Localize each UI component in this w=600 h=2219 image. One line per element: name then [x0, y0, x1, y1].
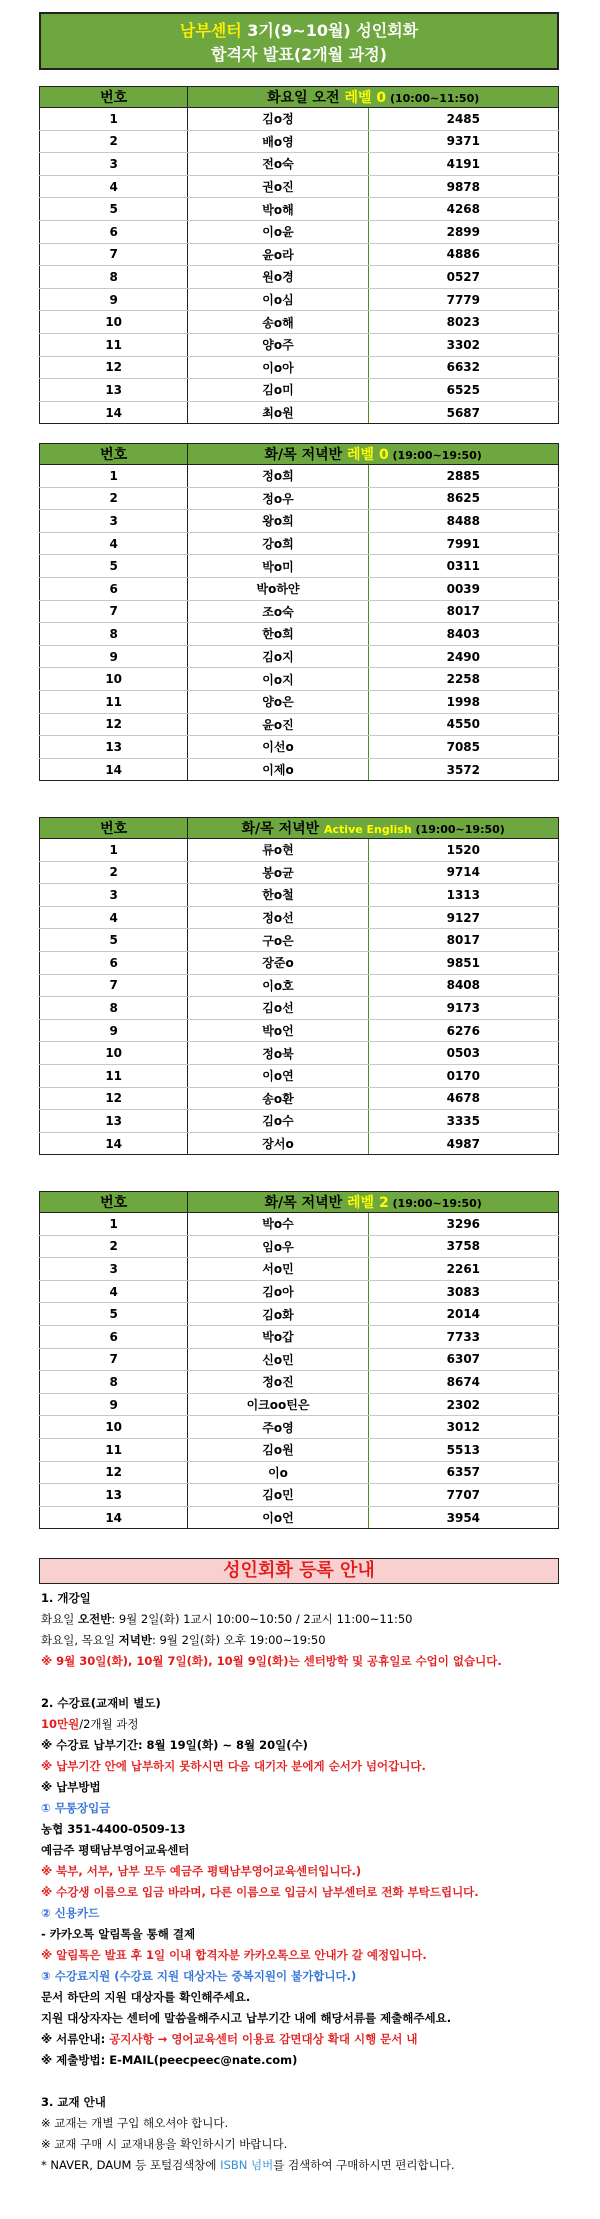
- table-row: [40, 532, 559, 555]
- row-number: 7: [40, 243, 188, 266]
- applicant-name: 강o희: [188, 532, 368, 555]
- applicant-code: 4678: [368, 1087, 558, 1110]
- applicant-name: 송o해: [188, 311, 368, 334]
- applicant-name: 김o수: [188, 1110, 368, 1133]
- row-number: 13: [40, 1110, 188, 1133]
- table-row: [40, 623, 559, 646]
- applicant-name: 김o정: [188, 108, 368, 131]
- applicant-name: 김o민: [188, 1484, 368, 1507]
- applicant-code: 9127: [368, 906, 558, 929]
- table-row: [40, 668, 559, 691]
- applicant-code: 2490: [368, 645, 558, 668]
- table-row: [40, 1087, 559, 1110]
- table-row: [40, 758, 559, 781]
- payment-period: ※ 수강료 납부기간: 8월 19일(화) ~ 8월 20일(수): [41, 1738, 308, 1752]
- table-row: [40, 1258, 559, 1281]
- table-row: [40, 690, 559, 713]
- row-number: 11: [40, 1064, 188, 1087]
- table-row: [40, 379, 559, 402]
- row-number: 8: [40, 1371, 188, 1394]
- applicant-name: 이o심: [188, 288, 368, 311]
- method-bank-transfer: ① 무통장입금: [41, 1801, 111, 1815]
- kakao-notice: ※ 알림톡은 발표 후 1일 이내 합격자분 카카오톡으로 안내가 갈 예정입니다.: [41, 1948, 427, 1962]
- col-header-no: 번호: [40, 1192, 188, 1213]
- applicant-code: 6276: [368, 1019, 558, 1042]
- table-row: [40, 1416, 559, 1439]
- table-row: [40, 356, 559, 379]
- registration-banner: 성인회화 등록 안내: [39, 1558, 559, 1584]
- applicant-code: 2899: [368, 220, 558, 243]
- applicant-name: 김o원: [188, 1438, 368, 1461]
- row-number: 12: [40, 1087, 188, 1110]
- table-row: [40, 175, 559, 198]
- applicant-code: 8403: [368, 623, 558, 646]
- section-title-tuition: 2. 수강료(교재비 별도): [41, 1696, 161, 1710]
- row-number: 10: [40, 311, 188, 334]
- applicant-code: 9173: [368, 997, 558, 1020]
- row-number: 6: [40, 220, 188, 243]
- table-row: [40, 1438, 559, 1461]
- row-number: 12: [40, 713, 188, 736]
- applicant-name: 이제o: [188, 758, 368, 781]
- table-row: [40, 861, 559, 884]
- row-number: 9: [40, 1393, 188, 1416]
- row-number: 11: [40, 333, 188, 356]
- applicant-name: 이o: [188, 1461, 368, 1484]
- row-number: 8: [40, 623, 188, 646]
- row-number: 13: [40, 736, 188, 759]
- applicant-name: 봉o균: [188, 861, 368, 884]
- applicant-name: 이o연: [188, 1064, 368, 1087]
- title-line-1: 남부센터 3기(9~10월) 성인회화: [179, 21, 419, 40]
- support-instructions: 지원 대상자자는 센터에 말씀을해주시고 납부기간 내에 해당서류를 제출해주세요.: [41, 2011, 452, 2025]
- table-row: [40, 1371, 559, 1394]
- applicant-name: 정o북: [188, 1042, 368, 1065]
- row-number: 4: [40, 175, 188, 198]
- applicant-code: 3083: [368, 1280, 558, 1303]
- payment-method-title: ※ 납부방법: [41, 1780, 101, 1794]
- table-row: [40, 600, 559, 623]
- isbn-search-tip: * NAVER, DAUM 등 포털검색창에 ISBN 넘버를 검색하여 구매하시면 편리합니다.: [41, 2158, 455, 2172]
- applicant-code: 2258: [368, 668, 558, 691]
- table-row: [40, 401, 559, 424]
- table-row: [40, 645, 559, 668]
- roster-table-tue-thu-evening-level2: [39, 1191, 559, 1529]
- row-number: 6: [40, 951, 188, 974]
- table-row: [40, 311, 559, 334]
- applicant-code: 2885: [368, 465, 558, 488]
- notice-link[interactable]: 공지사항 → 영어교육센터 이용료 감면대상 확대 시행 문서 내: [109, 2032, 418, 2046]
- row-number: 1: [40, 1213, 188, 1236]
- announcement-title: [39, 12, 559, 70]
- applicant-code: 3954: [368, 1506, 558, 1529]
- table-row: [40, 288, 559, 311]
- row-number: 4: [40, 906, 188, 929]
- section-title-start-date: 1. 개강일: [41, 1591, 91, 1605]
- table-row: [40, 929, 559, 952]
- table-row: [40, 108, 559, 131]
- holiday-notice: ※ 9월 30일(화), 10월 7일(화), 10월 9일(화)는 센터방학 및 공휴일로 수업이 없습니다.: [41, 1654, 502, 1668]
- table-row: [40, 1110, 559, 1133]
- row-number: 3: [40, 510, 188, 533]
- row-number: 1: [40, 465, 188, 488]
- applicant-code: 8017: [368, 600, 558, 623]
- table-row: [40, 220, 559, 243]
- table-row: [40, 1348, 559, 1371]
- class-header: 화요일 오전 레벨 0 (10:00~11:50): [188, 87, 559, 108]
- row-number: 14: [40, 401, 188, 424]
- table-row: [40, 1393, 559, 1416]
- row-number: 10: [40, 1416, 188, 1439]
- applicant-name: 한o철: [188, 884, 368, 907]
- applicant-code: 5513: [368, 1438, 558, 1461]
- applicant-name: 김o지: [188, 645, 368, 668]
- applicant-code: 7085: [368, 736, 558, 759]
- row-number: 9: [40, 1019, 188, 1042]
- table-row: [40, 333, 559, 356]
- account-holder: 예금주 평택남부영어교육센터: [41, 1843, 190, 1857]
- table-row: [40, 713, 559, 736]
- row-number: 3: [40, 884, 188, 907]
- applicant-code: 1998: [368, 690, 558, 713]
- applicant-name: 장준o: [188, 951, 368, 974]
- applicant-code: 1313: [368, 884, 558, 907]
- row-number: 10: [40, 668, 188, 691]
- applicant-code: 8674: [368, 1371, 558, 1394]
- applicant-name: 박o해: [188, 198, 368, 221]
- applicant-name: 주o영: [188, 1416, 368, 1439]
- row-number: 2: [40, 130, 188, 153]
- applicant-name: 박o언: [188, 1019, 368, 1042]
- roster-table-tue-thu-evening-active-english: [39, 817, 559, 1155]
- applicant-code: 2302: [368, 1393, 558, 1416]
- applicant-name: 임o우: [188, 1235, 368, 1258]
- applicant-name: 김o화: [188, 1303, 368, 1326]
- row-number: 6: [40, 1325, 188, 1348]
- applicant-code: 9851: [368, 951, 558, 974]
- class-header: 화/목 저녁반 레벨 2 (19:00~19:50): [188, 1192, 559, 1213]
- row-number: 6: [40, 577, 188, 600]
- row-number: 13: [40, 1484, 188, 1507]
- row-number: 4: [40, 1280, 188, 1303]
- table-row: [40, 1235, 559, 1258]
- method-tuition-support: ③ 수강료지원 (수강료 지원 대상자는 중복지원이 불가합니다.): [41, 1969, 357, 1983]
- applicant-code: 0527: [368, 266, 558, 289]
- applicant-name: 양o은: [188, 690, 368, 713]
- row-number: 8: [40, 997, 188, 1020]
- row-number: 1: [40, 108, 188, 131]
- bank-account-number: 농협 351-4400-0509-13: [41, 1822, 186, 1836]
- applicant-code: 6632: [368, 356, 558, 379]
- applicant-name: 이선o: [188, 736, 368, 759]
- spacer: [41, 2071, 571, 2092]
- applicant-name: 박o수: [188, 1213, 368, 1236]
- table-row: [40, 884, 559, 907]
- roster-table-tue-thu-evening-level0: [39, 443, 559, 781]
- applicant-code: 9371: [368, 130, 558, 153]
- row-number: 7: [40, 1348, 188, 1371]
- applicant-code: 0039: [368, 577, 558, 600]
- document-guide: ※ 서류안내: 공지사항 → 영어교육센터 이용료 감면대상 확대 시행 문서 내: [41, 2032, 418, 2046]
- col-header-no: 번호: [40, 818, 188, 839]
- row-number: 9: [40, 288, 188, 311]
- table-row: [40, 465, 559, 488]
- table-row: [40, 198, 559, 221]
- row-number: 14: [40, 758, 188, 781]
- row-number: 12: [40, 1461, 188, 1484]
- applicant-code: 6307: [368, 1348, 558, 1371]
- row-number: 8: [40, 266, 188, 289]
- applicant-name: 박o미: [188, 555, 368, 578]
- applicant-name: 윤o진: [188, 713, 368, 736]
- spacer: [41, 1672, 571, 1693]
- applicant-code: 3296: [368, 1213, 558, 1236]
- submission-method: ※ 제출방법: E-MAIL(peecpeec@nate.com): [41, 2053, 298, 2067]
- applicant-name: 신o민: [188, 1348, 368, 1371]
- applicant-name: 전o숙: [188, 153, 368, 176]
- row-number: 12: [40, 356, 188, 379]
- table-row: [40, 153, 559, 176]
- row-number: 7: [40, 600, 188, 623]
- applicant-name: 박o갑: [188, 1325, 368, 1348]
- row-number: 14: [40, 1132, 188, 1155]
- table-row: [40, 1019, 559, 1042]
- row-number: 1: [40, 839, 188, 862]
- applicant-name: 정o선: [188, 906, 368, 929]
- applicant-name: 이o아: [188, 356, 368, 379]
- applicant-code: 2014: [368, 1303, 558, 1326]
- applicant-code: 7733: [368, 1325, 558, 1348]
- applicant-code: 4886: [368, 243, 558, 266]
- support-eligibility: 문서 하단의 지원 대상자를 확인해주세요.: [41, 1990, 251, 2004]
- applicant-code: 8017: [368, 929, 558, 952]
- applicant-name: 양o주: [188, 333, 368, 356]
- table-row: [40, 1506, 559, 1529]
- applicant-name: 장서o: [188, 1132, 368, 1155]
- table-row: [40, 555, 559, 578]
- applicant-code: 3335: [368, 1110, 558, 1133]
- table-row: [40, 130, 559, 153]
- applicant-name: 구o은: [188, 929, 368, 952]
- applicant-name: 왕o희: [188, 510, 368, 533]
- applicant-code: 4268: [368, 198, 558, 221]
- row-number: 2: [40, 861, 188, 884]
- row-number: 5: [40, 1303, 188, 1326]
- row-number: 4: [40, 532, 188, 555]
- col-header-no: 번호: [40, 87, 188, 108]
- applicant-code: 0311: [368, 555, 558, 578]
- tuition-amount: 10만원/2개월 과정: [41, 1717, 139, 1731]
- applicant-code: 2261: [368, 1258, 558, 1281]
- applicant-code: 4987: [368, 1132, 558, 1155]
- class-header: 화/목 저녁반 Active English (19:00~19:50): [188, 818, 559, 839]
- table-row: [40, 1303, 559, 1326]
- applicant-code: 3758: [368, 1235, 558, 1258]
- applicant-code: 3572: [368, 758, 558, 781]
- row-number: 3: [40, 153, 188, 176]
- row-number: 11: [40, 1438, 188, 1461]
- table-row: [40, 243, 559, 266]
- applicant-code: 9714: [368, 861, 558, 884]
- applicant-code: 7779: [368, 288, 558, 311]
- applicant-code: 7707: [368, 1484, 558, 1507]
- table-row: [40, 906, 559, 929]
- applicant-name: 김o미: [188, 379, 368, 402]
- account-holder-note: ※ 북부, 서부, 남부 모두 예금주 평택남부영어교육센터입니다.): [41, 1864, 362, 1878]
- section-title-textbook: 3. 교재 안내: [41, 2095, 106, 2109]
- title-line-2: 합격자 발표(2개월 과정): [210, 45, 387, 64]
- table-row: [40, 1484, 559, 1507]
- row-number: 11: [40, 690, 188, 713]
- applicant-code: 1520: [368, 839, 558, 862]
- row-number: 2: [40, 487, 188, 510]
- applicant-code: 5687: [368, 401, 558, 424]
- applicant-name: 권o진: [188, 175, 368, 198]
- table-row: [40, 487, 559, 510]
- applicant-code: 3302: [368, 333, 558, 356]
- registration-info: [41, 1588, 571, 2176]
- table-row: [40, 266, 559, 289]
- table-row: [40, 997, 559, 1020]
- applicant-name: 정o희: [188, 465, 368, 488]
- row-number: 7: [40, 974, 188, 997]
- applicant-name: 박o하얀: [188, 577, 368, 600]
- row-number: 10: [40, 1042, 188, 1065]
- depositor-name-note: ※ 수강생 이름으로 입금 바라며, 다른 이름으로 입금시 남부센터로 전화 부탁드립니다.: [41, 1885, 479, 1899]
- roster-table-tue-morning-level0: [39, 86, 559, 424]
- table-row: [40, 1042, 559, 1065]
- applicant-code: 7991: [368, 532, 558, 555]
- evening-class-schedule: 화요일, 목요일 저녁반: 9월 2일(화) 오후 19:00~19:50: [41, 1633, 326, 1647]
- table-row: [40, 577, 559, 600]
- row-number: 5: [40, 929, 188, 952]
- applicant-name: 한o희: [188, 623, 368, 646]
- table-row: [40, 839, 559, 862]
- applicant-name: 이o호: [188, 974, 368, 997]
- row-number: 3: [40, 1258, 188, 1281]
- table-row: [40, 1325, 559, 1348]
- table-row: [40, 510, 559, 533]
- table-row: [40, 736, 559, 759]
- row-number: 13: [40, 379, 188, 402]
- table-row: [40, 974, 559, 997]
- morning-class-schedule: 화요일 오전반: 9월 2일(화) 1교시 10:00~10:50 / 2교시 11:00~11:50: [41, 1612, 413, 1626]
- applicant-name: 김o아: [188, 1280, 368, 1303]
- applicant-name: 김o선: [188, 997, 368, 1020]
- table-row: [40, 1132, 559, 1155]
- applicant-code: 8408: [368, 974, 558, 997]
- row-number: 14: [40, 1506, 188, 1529]
- applicant-name: 최o원: [188, 401, 368, 424]
- row-number: 5: [40, 198, 188, 221]
- applicant-name: 이크oo틴은: [188, 1393, 368, 1416]
- row-number: 2: [40, 1235, 188, 1258]
- kakao-payment: - 카카오톡 알림톡을 통해 결제: [41, 1927, 196, 1941]
- col-header-no: 번호: [40, 444, 188, 465]
- applicant-name: 윤o라: [188, 243, 368, 266]
- applicant-code: 8488: [368, 510, 558, 533]
- class-header: 화/목 저녁반 레벨 0 (19:00~19:50): [188, 444, 559, 465]
- textbook-purchase-note: ※ 교재는 개별 구입 해오셔야 합니다.: [41, 2116, 229, 2130]
- applicant-code: 4550: [368, 713, 558, 736]
- applicant-name: 원o경: [188, 266, 368, 289]
- applicant-name: 배o영: [188, 130, 368, 153]
- applicant-name: 서o민: [188, 1258, 368, 1281]
- applicant-code: 6525: [368, 379, 558, 402]
- applicant-code: 2485: [368, 108, 558, 131]
- applicant-name: 류o현: [188, 839, 368, 862]
- row-number: 9: [40, 645, 188, 668]
- table-row: [40, 1064, 559, 1087]
- payment-deadline-warning: ※ 납부기간 안에 납부하지 못하시면 다음 대기자 분에게 순서가 넘어갑니다.: [41, 1759, 426, 1773]
- applicant-code: 6357: [368, 1461, 558, 1484]
- table-row: [40, 1461, 559, 1484]
- row-number: 5: [40, 555, 188, 578]
- table-row: [40, 1280, 559, 1303]
- applicant-name: 이o언: [188, 1506, 368, 1529]
- table-row: [40, 1213, 559, 1236]
- method-credit-card: ② 신용카드: [41, 1906, 100, 1920]
- textbook-check-note: ※ 교재 구매 시 교재내용을 확인하시기 바랍니다.: [41, 2137, 288, 2151]
- applicant-name: 이o지: [188, 668, 368, 691]
- applicant-code: 8023: [368, 311, 558, 334]
- applicant-name: 이o윤: [188, 220, 368, 243]
- applicant-code: 0170: [368, 1064, 558, 1087]
- applicant-name: 송o환: [188, 1087, 368, 1110]
- applicant-code: 0503: [368, 1042, 558, 1065]
- applicant-code: 4191: [368, 153, 558, 176]
- applicant-name: 조o숙: [188, 600, 368, 623]
- applicant-name: 정o진: [188, 1371, 368, 1394]
- applicant-code: 9878: [368, 175, 558, 198]
- applicant-code: 8625: [368, 487, 558, 510]
- applicant-name: 정o우: [188, 487, 368, 510]
- applicant-code: 3012: [368, 1416, 558, 1439]
- table-row: [40, 951, 559, 974]
